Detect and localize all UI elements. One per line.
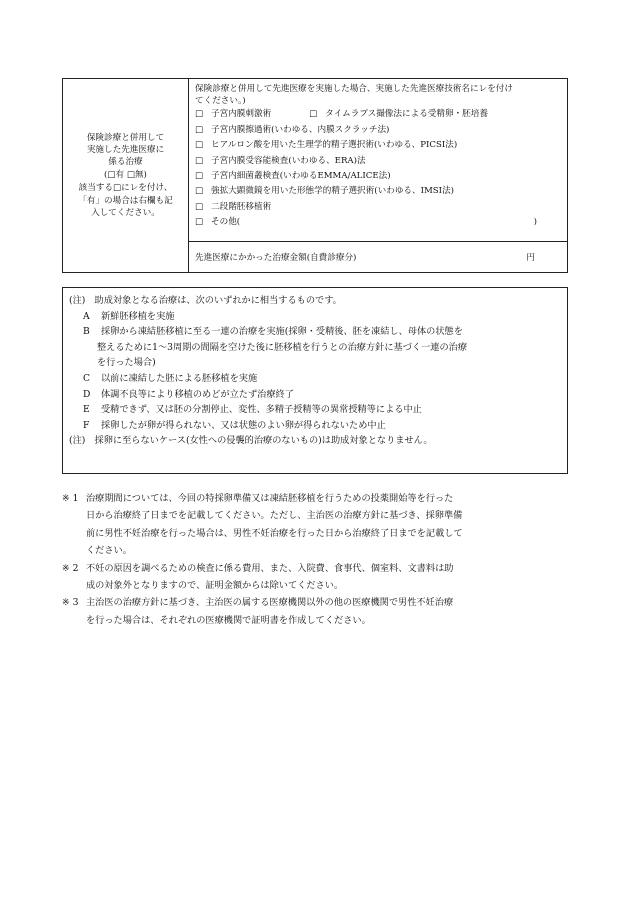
eligibility-note-box <box>62 287 568 474</box>
option-row <box>195 154 561 169</box>
label-line: 実施した先進医療に <box>86 144 165 155</box>
insurance-combined-cell <box>63 79 189 272</box>
note-item-b <box>69 324 561 340</box>
checkbox[interactable]: □ <box>309 109 318 120</box>
item-text: 以前に凍結した胚による胚移植を実施 <box>101 372 258 384</box>
checkbox[interactable]: □ <box>195 155 204 166</box>
other-close-paren: ) <box>533 217 537 228</box>
note-item-e <box>69 402 561 418</box>
option-label: 強拡大顕微鏡を用いた形態学的精子選択術(いわゆる、IMSI法) <box>211 186 455 197</box>
cost-label: 先進医療にかかった治療金額(自費診療分) <box>195 253 357 263</box>
instruction-line: 保険診療と併用して先進医療を実施した場合、実施した先進医療技術名にレを付け <box>195 84 513 94</box>
checkbox[interactable]: □ <box>195 186 204 197</box>
footnotes <box>62 490 570 629</box>
item-label: D <box>83 388 91 400</box>
item-label: F <box>83 419 90 431</box>
note-item-a <box>69 309 561 325</box>
item-label: C <box>83 372 91 384</box>
note-header-text: 助成対象となる治療は、次のいずれかに相当するものです。 <box>94 295 342 306</box>
note-footer: (注) 採卵に至らないケース(女性への侵襲的治療のないもの)は助成対象となりません。 <box>69 435 433 447</box>
footnote-line: 主治医の治療方針に基づき、主治医の属する医療機関以外の他の医療機関で男性不妊治療 <box>86 597 454 609</box>
option-row <box>195 200 561 215</box>
footnote-line: 前に男性不妊治療を行った場合は、男性不妊治療を行った日から治療終了日までを記載して <box>86 527 463 539</box>
checkbox[interactable]: □ <box>195 140 204 151</box>
footnote-line: 治療期間については、今回の特採卵準備又は凍結胚移植を行うための投薬開始等を行った <box>86 493 454 504</box>
treatment-options-cell <box>189 79 567 272</box>
item-text: 新鮮胚移植を実施 <box>101 310 175 322</box>
treatment-options-area <box>189 79 567 241</box>
footnote-line: 成の対象外となりますので、証明金額からは除いてください。 <box>86 580 344 592</box>
check-instruction <box>78 182 173 219</box>
footnote-mark: ※ 2 <box>62 562 79 574</box>
option-label: 子宮内膜刺激術 <box>211 109 272 120</box>
checkbox[interactable]: □ <box>195 124 204 135</box>
instruction-line: 「有」の場合は右欄も記 <box>78 195 173 206</box>
option-label: タイムラプス撮像法による受精卵・胚培養 <box>325 109 488 120</box>
checkbox[interactable]: □ <box>195 201 204 212</box>
advanced-treatment-table <box>62 78 568 273</box>
option-row <box>195 123 561 138</box>
footnote-body <box>86 490 570 560</box>
note-item-b-cont: を行った場合) <box>97 357 156 369</box>
footnote-3 <box>62 594 570 629</box>
option-label: 二段階胚移植術 <box>211 201 272 212</box>
option-row <box>195 138 561 153</box>
footnote-body <box>86 594 570 629</box>
footnote-2 <box>62 560 570 595</box>
footnote-line: 日から治療終了日までを記載してください。ただし、主治医の治療方針に基づき、採卵準備 <box>86 510 463 522</box>
note-item-b-cont: 整えるために1～3周期の間隔を空けた後に胚移植を行うとの治療方針に基づく一連の治療 <box>97 341 468 353</box>
options-instruction <box>195 83 561 107</box>
option-row <box>195 169 561 184</box>
option-row-other <box>195 215 561 230</box>
note-item-d <box>69 387 561 403</box>
item-text: 採卵したが卵が得られない、又は状態のよい卵が得られないため中止 <box>101 419 386 431</box>
option-label: 子宮内細菌叢検査(いわゆるEMMA/ALICE法) <box>211 170 391 181</box>
checkbox[interactable]: □ <box>195 217 204 228</box>
option-label: 子宮内膜擦過術(いわゆる、内膜スクラッチ法) <box>211 124 390 135</box>
cost-unit: 円 <box>526 253 535 263</box>
instruction-line: 該当する□にレを付け、 <box>78 183 173 194</box>
footnote-line: 不妊の原因を調べるための検査に係る費用、また、入院費、食事代、個室料、文書料は助 <box>86 562 454 574</box>
yes-no-checkboxes[interactable]: (□有 □無) <box>104 169 147 180</box>
item-text: 体調不良等により移植のめどが立たず治療終了 <box>101 388 294 400</box>
footnote-line: ください。 <box>86 545 132 557</box>
option-row <box>195 184 561 199</box>
checkbox[interactable]: □ <box>195 109 204 120</box>
footnote-mark: ※ 3 <box>62 597 79 609</box>
note-item-f <box>69 418 561 434</box>
note-header <box>69 293 561 309</box>
item-text: 受精できず、又は胚の分割停止、変性、多精子授精等の異常授精等による中止 <box>101 404 422 416</box>
label-line: 係る治療 <box>108 157 143 168</box>
footnote-body <box>86 560 570 595</box>
item-label: E <box>83 404 90 416</box>
instruction-line: 入してください。 <box>91 208 160 219</box>
other-label: その他( <box>211 217 241 228</box>
item-text: 採卵から凍結胚移植に至る一連の治療を実施(採卵・受精後、胚を凍結し、母体の状態を <box>101 326 463 338</box>
label-line: 保険診療と併用して <box>86 132 165 143</box>
footnote-mark: ※ 1 <box>62 493 79 504</box>
item-label: B <box>83 326 90 338</box>
footnote-1 <box>62 490 570 560</box>
note-item-c <box>69 371 561 387</box>
option-label: 子宮内膜受容能検査(いわゆる、ERA)法 <box>211 155 366 166</box>
insurance-combined-label <box>87 132 164 182</box>
note-marker: (注) <box>69 295 86 306</box>
option-row <box>195 107 561 122</box>
checkbox[interactable]: □ <box>195 170 204 181</box>
footnote-line: を行った場合は、それぞれの医療機関で証明書を作成してください。 <box>86 614 371 626</box>
instruction-line: てください。) <box>195 96 246 107</box>
option-label: ヒアルロン酸を用いた生理学的精子選択術(いわゆる、PICSI法) <box>211 140 458 151</box>
item-label: A <box>83 310 90 322</box>
treatment-cost-row <box>189 241 567 272</box>
